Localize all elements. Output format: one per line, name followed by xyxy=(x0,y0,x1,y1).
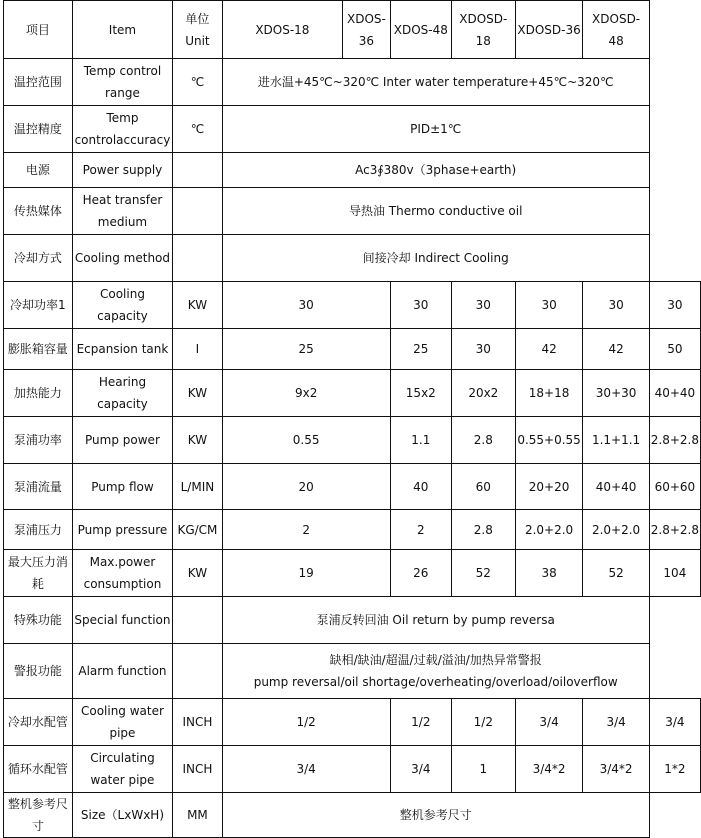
row-value: 1/2 xyxy=(451,699,515,746)
row-value: 42 xyxy=(583,329,649,370)
alarm-text-en: pump reversal/oil shortage/overheating/overload/oiloverflow xyxy=(253,675,618,689)
row-unit: ℃ xyxy=(173,106,222,153)
row-value: 进水温+45℃~320℃ Inter water temperature+45℃~320℃ xyxy=(222,59,649,106)
row-label-en: Circulating water pipe xyxy=(72,746,173,793)
row-value: 19 xyxy=(222,550,390,597)
row-label-cn: 温控范围 xyxy=(4,59,73,106)
row-label-en: Special function xyxy=(72,597,173,644)
row-value: 30 xyxy=(649,282,700,329)
header-cn: 项目 xyxy=(4,1,73,59)
row-value: 30 xyxy=(515,282,583,329)
row-value: 38 xyxy=(515,550,583,597)
row-value: 1.1+1.1 xyxy=(583,417,649,464)
row-label-en: Pump power xyxy=(72,417,173,464)
row-label-en: Pump flow xyxy=(72,464,173,510)
row-unit xyxy=(173,153,222,188)
row-unit: ℃ xyxy=(173,59,222,106)
row-value: 3/4 xyxy=(515,699,583,746)
row-label-cn: 冷却功率1 xyxy=(4,282,73,329)
header-model: XDOSD-18 xyxy=(451,1,515,59)
row-value: 0.55+0.55 xyxy=(515,417,583,464)
row-label-cn: 温控精度 xyxy=(4,106,73,153)
table-row xyxy=(4,464,701,510)
row-value: 20x2 xyxy=(451,370,515,417)
row-label-en: Hearing capacity xyxy=(72,370,173,417)
table-row xyxy=(4,417,701,464)
row-value: 9x2 xyxy=(222,370,390,417)
row-value: 1 xyxy=(451,746,515,793)
row-value: 20 xyxy=(222,464,390,510)
row-value: 42 xyxy=(515,329,583,370)
row-value: 2.0+2.0 xyxy=(515,510,583,550)
table-row xyxy=(4,106,701,153)
table-row xyxy=(4,153,701,188)
row-value: 1.1 xyxy=(390,417,451,464)
row-value: 3/4*2 xyxy=(583,746,649,793)
row-label-cn: 特殊功能 xyxy=(4,597,73,644)
row-value: 2.0+2.0 xyxy=(583,510,649,550)
row-unit xyxy=(173,597,222,644)
row-unit: MM xyxy=(173,793,222,838)
row-value: 3/4 xyxy=(390,746,451,793)
header-unit: 单位Unit xyxy=(173,1,222,59)
row-unit: KW xyxy=(173,370,222,417)
row-label-cn: 泵浦流量 xyxy=(4,464,73,510)
row-value: 30 xyxy=(451,329,515,370)
row-value: 30 xyxy=(451,282,515,329)
row-unit: INCH xyxy=(173,746,222,793)
header-row xyxy=(4,1,701,59)
row-value xyxy=(222,644,649,699)
row-value: 2.8+2.8 xyxy=(649,510,700,550)
row-value: 60+60 xyxy=(649,464,700,510)
row-label-en: Size（LxWxH) xyxy=(72,793,173,838)
row-value: 2.8 xyxy=(451,417,515,464)
row-label-en: Cooling water pipe xyxy=(72,699,173,746)
header-model: XDOS-48 xyxy=(390,1,451,59)
row-unit: KG/CM xyxy=(173,510,222,550)
row-label-cn: 泵浦功率 xyxy=(4,417,73,464)
row-label-en: Power supply xyxy=(72,153,173,188)
table-row xyxy=(4,329,701,370)
row-value: 泵浦反转回油 Oil return by pump reversa xyxy=(222,597,649,644)
table-row xyxy=(4,597,701,644)
row-value: 导热油 Thermo conductive oil xyxy=(222,188,649,235)
row-value: 30+30 xyxy=(583,370,649,417)
row-value: 25 xyxy=(390,329,451,370)
row-unit xyxy=(173,188,222,235)
row-label-cn: 最大压力消耗 xyxy=(4,550,73,597)
table-row xyxy=(4,188,701,235)
row-value: 3/4*2 xyxy=(515,746,583,793)
table-row xyxy=(4,793,701,838)
row-value: 20+20 xyxy=(515,464,583,510)
row-label-cn: 冷却方式 xyxy=(4,235,73,282)
row-value: 40+40 xyxy=(583,464,649,510)
row-value: 52 xyxy=(583,550,649,597)
row-value: 3/4 xyxy=(649,699,700,746)
row-value: 26 xyxy=(390,550,451,597)
row-label-en: Cooling method xyxy=(72,235,173,282)
row-value: 2.8+2.8 xyxy=(649,417,700,464)
row-value: 3/4 xyxy=(583,699,649,746)
row-value: 2 xyxy=(222,510,390,550)
row-unit: I xyxy=(173,329,222,370)
row-label-en: Cooling capacity xyxy=(72,282,173,329)
row-value: 30 xyxy=(583,282,649,329)
row-label-cn: 加热能力 xyxy=(4,370,73,417)
row-label-en: Temp controlaccuracy xyxy=(72,106,173,153)
row-value: 18+18 xyxy=(515,370,583,417)
row-label-cn: 电源 xyxy=(4,153,73,188)
row-value: 1/2 xyxy=(222,699,390,746)
row-value: 40 xyxy=(390,464,451,510)
row-value: 60 xyxy=(451,464,515,510)
row-value: 1*2 xyxy=(649,746,700,793)
table-row xyxy=(4,282,701,329)
row-label-cn: 冷却水配管 xyxy=(4,699,73,746)
row-value: 2.8 xyxy=(451,510,515,550)
row-label-en: Heat transfer medium xyxy=(72,188,173,235)
row-label-en: Ecpansion tank xyxy=(72,329,173,370)
row-value: 104 xyxy=(649,550,700,597)
row-value: 0.55 xyxy=(222,417,390,464)
header-item: Item xyxy=(72,1,173,59)
row-unit xyxy=(173,235,222,282)
row-label-cn: 膨胀箱容量 xyxy=(4,329,73,370)
row-unit: L/MIN xyxy=(173,464,222,510)
header-model: XDOS-18 xyxy=(222,1,343,59)
row-value: 40+40 xyxy=(649,370,700,417)
row-label-en: Max.power consumption xyxy=(72,550,173,597)
row-value: Ac3∮380v（3phase+earth) xyxy=(222,153,649,188)
row-label-cn: 传热媒体 xyxy=(4,188,73,235)
header-model: XDOSD-36 xyxy=(515,1,583,59)
row-label-cn: 循环水配管 xyxy=(4,746,73,793)
row-unit: KW xyxy=(173,550,222,597)
table-row xyxy=(4,699,701,746)
row-value: 间接冷却 Indirect Cooling xyxy=(222,235,649,282)
row-value: 2 xyxy=(390,510,451,550)
row-label-en: Pump pressure xyxy=(72,510,173,550)
row-value: 15x2 xyxy=(390,370,451,417)
row-value: 50 xyxy=(649,329,700,370)
row-label-en: Temp control range xyxy=(72,59,173,106)
table-row xyxy=(4,510,701,550)
header-model: XDOSD-48 xyxy=(583,1,649,59)
row-value: PID±1℃ xyxy=(222,106,649,153)
row-unit: KW xyxy=(173,282,222,329)
row-label-cn: 整机参考尺寸 xyxy=(4,793,73,838)
table-row xyxy=(4,550,701,597)
row-label-en: Alarm function xyxy=(72,644,173,699)
table-row xyxy=(4,746,701,793)
row-unit: INCH xyxy=(173,699,222,746)
row-value: 30 xyxy=(222,282,390,329)
alarm-text-cn: 缺相/缺油/超温/过载/溢油/加热异常警报 xyxy=(329,653,542,667)
table-row xyxy=(4,59,701,106)
row-value: 整机参考尺寸 xyxy=(222,793,649,838)
table-row xyxy=(4,370,701,417)
spec-table xyxy=(3,0,701,838)
header-model: XDOS-36 xyxy=(343,1,391,59)
row-unit xyxy=(173,644,222,699)
row-value: 30 xyxy=(390,282,451,329)
row-unit: KW xyxy=(173,417,222,464)
row-label-cn: 警报功能 xyxy=(4,644,73,699)
row-value: 3/4 xyxy=(222,746,390,793)
table-row xyxy=(4,235,701,282)
row-label-cn: 泵浦压力 xyxy=(4,510,73,550)
table-row xyxy=(4,644,701,699)
row-value: 52 xyxy=(451,550,515,597)
row-value: 1/2 xyxy=(390,699,451,746)
row-value: 25 xyxy=(222,329,390,370)
